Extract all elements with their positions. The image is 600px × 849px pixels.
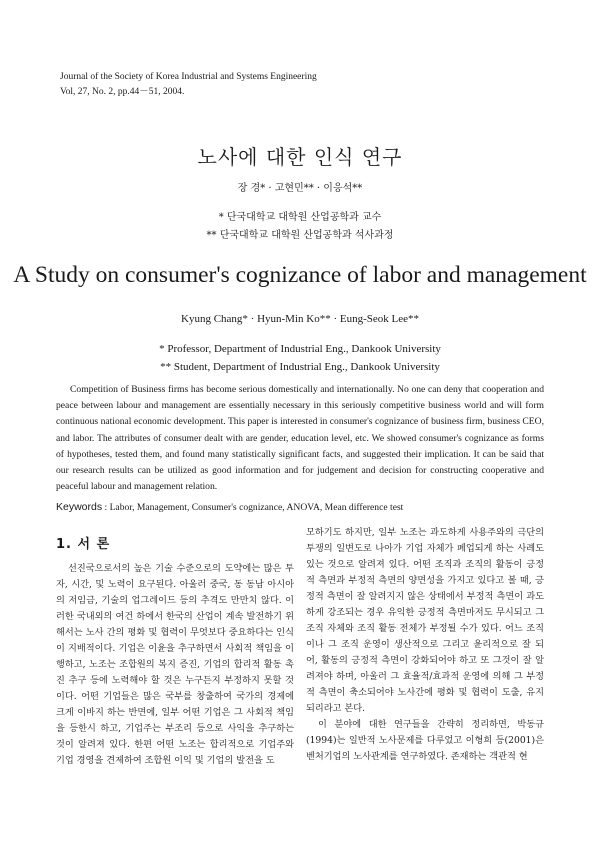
keywords: [56, 501, 544, 513]
english-authors: Kyung Chang* · Hyun-Min Ko** · Eung-Seok Lee**: [181, 313, 419, 325]
korean-affiliation-2: ** 단국대학교 대학원 산업공학과 석사과정: [206, 230, 394, 241]
english-affiliations: [0, 340, 600, 376]
journal-name: Journal of the Society of Korea Industrial and Systems Engineering: [60, 72, 317, 82]
english-affiliation-1: * Professor, Department of Industrial Eng., Dankook University: [159, 343, 441, 355]
korean-affiliation-1: * 단국대학교 대학원 산업공학과 교수: [218, 212, 382, 223]
journal-volume: Vol, 27, No. 2, pp.44－51, 2004.: [60, 87, 185, 97]
journal-citation: [60, 70, 317, 100]
keywords-list: : Labor, Management, Consumer's cognizance, ANOVA, Mean difference test: [102, 502, 404, 513]
introduction-paragraph-1: 선진국으로서의 높은 기술 수준으로의 도약에는 많은 투자, 시간, 및 노력이 요구된다. 아울러 중국, 동 동남 아시아의 저임금, 기술의 업그레이드 등의 추격도 만만치 않다. 이러한 국내외의 여건 하에서 한국의 산업이 계속 발전하기 위해서는 노사 간의 평화 및 협력이 무엇보다 중요하다는 인식이 지배적이다. 기업은 이윤을 추구하면서 사회적 책임을 이행하고, 노조는 조합원의 복지 증진, 기업의 합리적 활동 촉진 추구 등에 노력해야 할 것은 누구든지 부정하지 못할 것이다. 어떤 기업들은 많은 국부를 창출하여 국가의 경제에 크게 이바지 하는 반면에, 일부 어떤 기업은 그 사회적 책임을 등한시 하고, 기업주는 부조리 등으로 사익을 추구하는 것이 알려져 있다. 한편 어떤 노조는 합리적으로 기업주와 기업 경영을 견제하여 조합원 이익 및 기업의 발전을 도: [56, 563, 294, 766]
english-title: A Study on consumer's cognizance of labor and management: [13, 262, 587, 288]
korean-affiliations: [0, 209, 600, 245]
section-heading: 1. 서 론: [56, 537, 111, 552]
korean-title: 노사에 대한 인식 연구: [197, 145, 403, 169]
keywords-label: Keywords: [56, 501, 103, 513]
abstract: Competition of Business firms has become serious domestically and internationally. No one can deny that cooperation and peace between labour and management are essentially necessary in this seriously competitive business world and will form continuous national economic development. This paper is interested in consumer's cognizance of business firm, business CEO, and labor. The attributes of consumer dealt with are gender, education level, etc. We showed consumer's cognizance as forms of hypotheses, tested them, and found many statistically significant facts, and suggested their implication. It can be said that our research results can be utilized as good information and for judgement and decision for constructing cooperative and peaceful labour and management relation.: [56, 384, 544, 493]
introduction-paragraph-1-continued: 모하기도 하지만, 일부 노조는 과도하게 사용주와의 극단의 투쟁의 일변도로 나아가 기업 자체가 폐업되게 하는 사례도 있는 것으로 알려져 있다. 어떤 조직과 조직의 활동이 긍정적 측면과 부정적 측면의 양면성을 가지고 있다고 볼 때, 긍정적 측면이 잘 알려지지 않은 상태에서 부정적 측면이 과도하게 강조되는 경우 유익한 긍정적 측면마저도 무시되고 그 조직 자체와 조직 활동 전체가 부정될 수가 있다. 어느 조직이나 그 조직 운영이 생산적으로 그리고 윤리적으로 잘 되어, 활동의 긍정적 측면이 강화되어야 하고 또 그것이 잘 알려져야 하며, 아울러 그 효율적/효과적 운영에 의해 그 부정적 측면이 축소되어야 노사간에 평화 및 협력이 도출, 유지되리라고 본다.: [306, 527, 544, 714]
introduction-paragraph-2: 이 분야에 대한 연구들을 간략히 정리하면, 박동규(1994)는 일반적 노사문제를 다루었고 이형희 등(2001)은 벤처기업의 노사관계를 연구하였다. 존재하는 객관적 현: [306, 719, 544, 762]
body-column-left: [56, 537, 294, 769]
korean-authors: 장 경* · 고현민** · 이응석**: [237, 183, 363, 194]
english-affiliation-2: ** Student, Department of Industrial Eng., Dankook University: [160, 361, 440, 373]
body-column-right: [306, 525, 544, 765]
